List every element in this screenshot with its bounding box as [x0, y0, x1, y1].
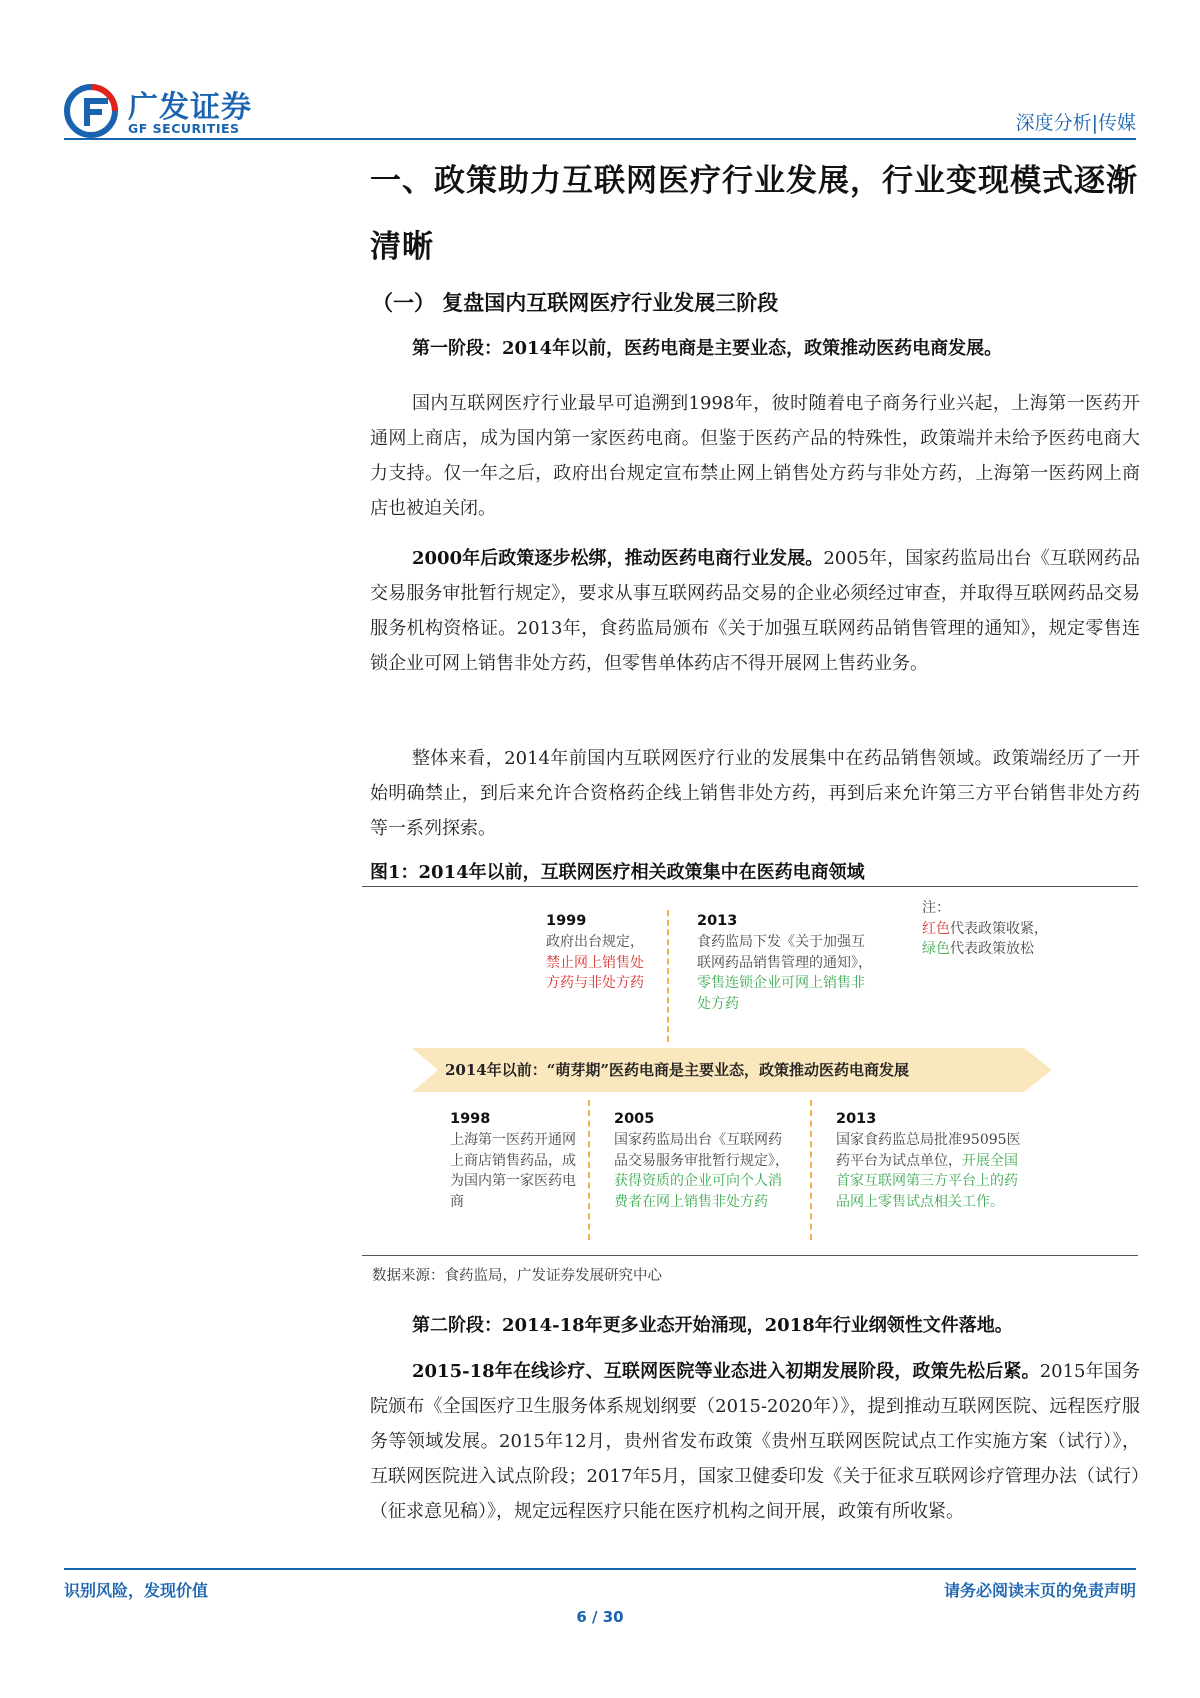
- note-label: 注：: [922, 900, 950, 916]
- timeline-connector: [667, 910, 669, 1042]
- event-highlight: 零售连锁企业可网上销售非处方药: [697, 975, 865, 1012]
- gf-logo-icon: [64, 84, 122, 138]
- page-number: 6 / 30: [576, 1608, 624, 1626]
- stage2-heading: 第二阶段：2014-18年更多业态开始涌现，2018年行业纲领性文件落地。: [412, 1315, 1013, 1336]
- paragraph-text: 国内互联网医疗行业最早可追溯到1998年，彼时随着电子商务行业兴起，上海第一医药开通网上商店，成为国内第一家医药电商。但鉴于医药产品的特殊性，政策端并未给予医药电商大力支持。仅一年之后，政府出台规定宣布禁止网上销售处方药与非处方药，上海第一医药网上商店也被迫关闭。: [370, 393, 1140, 519]
- stage1-paragraph-1: [370, 386, 1140, 526]
- figure-bottom-rule: [362, 1255, 1138, 1256]
- stage1-paragraph-3: [370, 741, 1140, 846]
- timeline-event-2013-bottom: [836, 1108, 1026, 1212]
- event-text: 上海第一医药开通网上商店销售药品，成为国内第一家医药电商: [450, 1132, 576, 1210]
- event-text: 国家食药监总局批准95095医药平台为试点单位，: [836, 1132, 1021, 1169]
- paragraph-text: 整体来看，2014年前国内互联网医疗行业的发展集中在药品销售领域。政策端经历了一开始明确禁止，到后来允许合资格药企线上销售非处方药，再到后来允许第三方平台销售非处方药等一系列探索。: [370, 748, 1140, 839]
- note-green-text: 代表政策放松: [950, 941, 1034, 957]
- figure-title: 图1：2014年以前，互联网医疗相关政策集中在医药电商领域: [370, 862, 865, 883]
- figure-note: [922, 898, 1072, 960]
- event-highlight: 禁止网上销售处方药与非处方药: [546, 954, 644, 991]
- subsection-title: （一） 复盘国内互联网医疗行业发展三阶段: [372, 290, 779, 315]
- paragraph-lead: 2000年后政策逐步松绑，推动医药电商行业发展。: [412, 548, 824, 569]
- footer-disclaimer-link[interactable]: 请务必阅读末页的免责声明: [943, 1581, 1136, 1600]
- logo-text-cn: 广发证券: [128, 90, 252, 125]
- timeline-event-1999: [546, 910, 656, 994]
- event-highlight: 开展全国首家互联网第三方平台上的药品网上零售试点相关工作。: [836, 1152, 1018, 1210]
- paragraph-text: 2005年，国家药监局出台《互联网药品交易服务审批暂行规定》，要求从事互联网药品交易的企业必须经过审查，并取得互联网药品交易服务机构资格证。2013年，食药监局颁布《关于加强互联网药品销售管理的通知》，规定零售连锁企业可网上销售非处方药，但零售单体药店不得开展网上售药业务。: [370, 548, 1140, 674]
- timeline-connector: [588, 1100, 590, 1240]
- event-year: 2005: [614, 1111, 655, 1127]
- header-divider: [64, 138, 1136, 140]
- timeline-band-label: 2014年以前：“萌芽期”医药电商是主要业态，政策推动医药电商发展: [445, 1061, 910, 1079]
- stage1-heading: 第一阶段：2014年以前，医药电商是主要业态，政策推动医药电商发展。: [412, 338, 1003, 359]
- event-year: 1999: [546, 913, 587, 929]
- stage2-paragraph-1: [370, 1354, 1140, 1529]
- event-year: 2013: [836, 1111, 877, 1127]
- stage1-paragraph-2: [370, 541, 1140, 681]
- header-category-tag: 深度分析|传媒: [1015, 112, 1136, 134]
- note-red-word: 红色: [922, 920, 950, 937]
- section-title: 一、政策助力互联网医疗行业发展，行业变现模式逐渐清晰: [370, 163, 1138, 265]
- event-text: 国家药监局出台《互联网药品交易服务审批暂行规定》，: [614, 1132, 789, 1169]
- footer-slogan: 识别风险，发现价值: [64, 1581, 209, 1600]
- figure-top-rule: [362, 886, 1138, 887]
- event-year: 1998: [450, 1111, 491, 1127]
- footer-divider: [64, 1568, 1136, 1570]
- timeline-connector: [810, 1100, 812, 1240]
- note-red-text: 代表政策收紧，: [950, 920, 1048, 937]
- paragraph-text: 2015年国务院颁布《全国医疗卫生服务体系规划纲要（2015-2020年）》，提到推动互联网医院、远程医疗服务等领域发展。2015年12月，贵州省发布政策《贵州互联网医院试点工作实施方案（试行）》，互联网医院进入试点阶段；2017年5月，国家卫健委印发《关于征求互联网诊疗管理办法（试行）（征求意见稿）》，规定远程医疗只能在医疗机构之间开展，政策有所收紧。: [370, 1361, 1140, 1522]
- event-text: 食药监局下发《关于加强互联网药品销售管理的通知》，: [697, 934, 872, 971]
- event-year: 2013: [697, 913, 738, 929]
- paragraph-lead: 2015-18年在线诊疗、互联网医院等业态进入初期发展阶段，政策先松后紧。: [412, 1361, 1040, 1382]
- timeline-event-2013-top: [697, 910, 873, 1014]
- logo-text-en: GF SECURITIES: [128, 121, 240, 136]
- event-highlight: 获得资质的企业可向个人消费者在网上销售非处方药: [614, 1173, 782, 1210]
- timeline-event-2005: [614, 1108, 790, 1212]
- note-green-word: 绿色: [922, 941, 950, 957]
- timeline-event-1998: [450, 1108, 578, 1212]
- event-text: 政府出台规定，: [546, 934, 644, 950]
- figure-source: 数据来源：食药监局，广发证券发展研究中心: [372, 1268, 662, 1284]
